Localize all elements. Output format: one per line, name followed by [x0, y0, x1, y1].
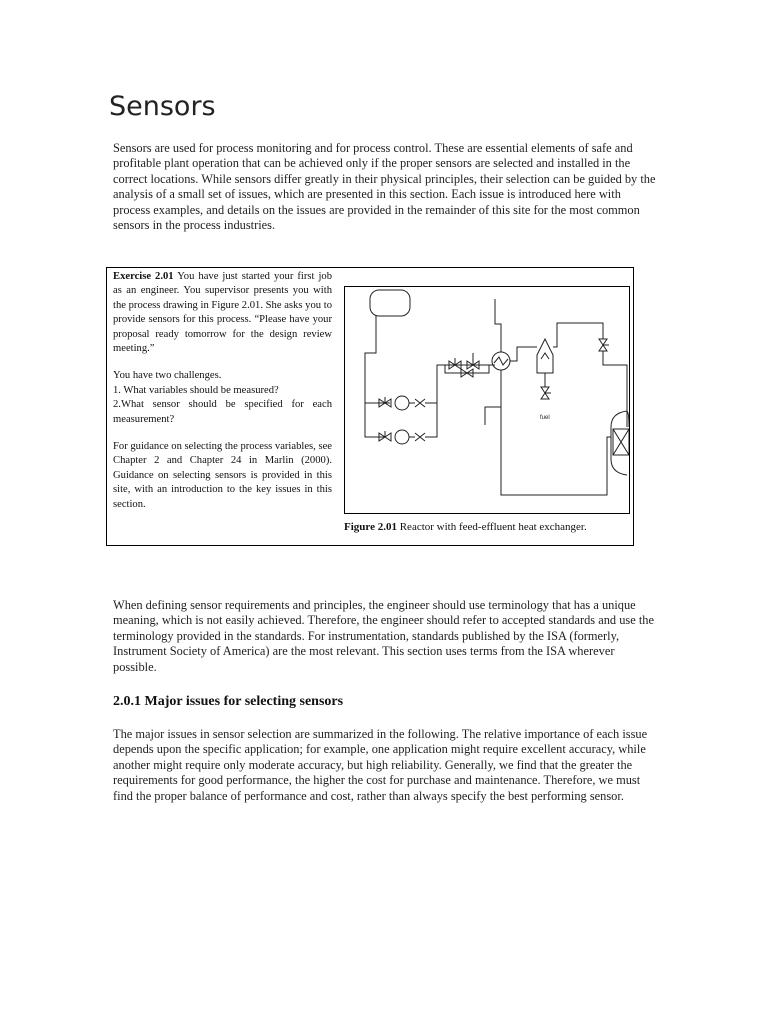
- process-figure: [344, 286, 630, 514]
- exchanger-top-line: [495, 299, 501, 352]
- feed-valve: [449, 358, 461, 369]
- exercise-label: Exercise 2.01: [113, 271, 174, 282]
- figure-caption: [344, 521, 587, 533]
- exchanger-outlet: [510, 347, 537, 361]
- effluent-return: [501, 370, 611, 495]
- exercise-description: You have just started your first job as an engineer. You supervisor presents you with the process drawing in Figure 2.01. She asks you to provide sensors for this process. “Please have your proposal ready tomorrow for the design review meeting.”: [113, 271, 332, 355]
- challenges-intro: You have two challenges.: [113, 370, 222, 382]
- pump2-valve: [379, 431, 391, 441]
- feed-header: [425, 365, 495, 437]
- pump-1: [395, 396, 409, 410]
- major-issues-paragraph: The major issues in sensor selection are summarized in the following. The relative importance of each issue depends upon the specific application; for example, one application might require excellent accuracy, while another might require only moderate accuracy, but high reliability. Generally, we find that the greater the requirements for good performance, the higher the cost for purchase and maintenance. Therefore, we must find the proper balance of performance and cost, rather than always specify the best performing sensor.: [113, 727, 648, 803]
- figure-label: Figure 2.01: [344, 521, 397, 533]
- exercise-text: [113, 270, 332, 512]
- fuel-label: fuel: [540, 415, 550, 421]
- figure-caption-text: Reactor with feed-effluent heat exchanger.: [396, 521, 587, 533]
- pump1-valve: [379, 397, 391, 407]
- heater-outlet: [553, 323, 603, 347]
- intro-paragraph: Sensors are used for process monitoring and for process control. These are essential elements of safe and profitable plant operation that can be achieved only if the proper sensors are selected and installed in the correct locations. While sensors differ greatly in their physical principles, their selection can be guided by the analysis of a small set of issues, which are presented in this section. Each issue is introduced here with process examples, and details on the issues are provided in the remainder of this site for the most common sensors in the process industries.: [113, 141, 656, 233]
- exercise-box: [106, 267, 634, 546]
- challenge-1: 1. What variables should be measured?: [113, 384, 279, 396]
- exercise-guidance: For guidance on selecting the process variables, see Chapter 2 and Chapter 24 in Marlin (2000). Guidance on selecting sensors is provided in this site, with an introduction to the key issues in this section.: [113, 441, 332, 510]
- check-valve-2: [415, 433, 425, 441]
- check-valve-1: [415, 399, 425, 407]
- terminology-paragraph: When defining sensor requirements and principles, the engineer should use terminology that has a unique meaning, which is not easily achieved. Therefore, the engineer should refer to accepted standards and use the terminology provided in the standards. For instrumentation, standards published by the ISA (formerly, Instrument Society of America) are the most relevant. This section uses terms from the ISA wherever possible.: [113, 598, 654, 674]
- process-diagram: [345, 287, 629, 513]
- exercise-challenges: [113, 369, 332, 427]
- tank-outlet-line: [365, 316, 385, 437]
- challenge-2: 2.What sensor should be specified for each measurement?: [113, 399, 332, 425]
- control-valve: [467, 353, 479, 369]
- page-title: Sensors: [109, 91, 216, 122]
- section-heading: 2.0.1 Major issues for selecting sensors: [113, 694, 344, 709]
- fuel-valve: [541, 387, 551, 399]
- feed-tank: [370, 290, 410, 316]
- heater-top-valve: [599, 339, 609, 351]
- pump-2: [395, 430, 409, 444]
- exercise-intro: [113, 270, 332, 356]
- fired-heater: [537, 339, 553, 373]
